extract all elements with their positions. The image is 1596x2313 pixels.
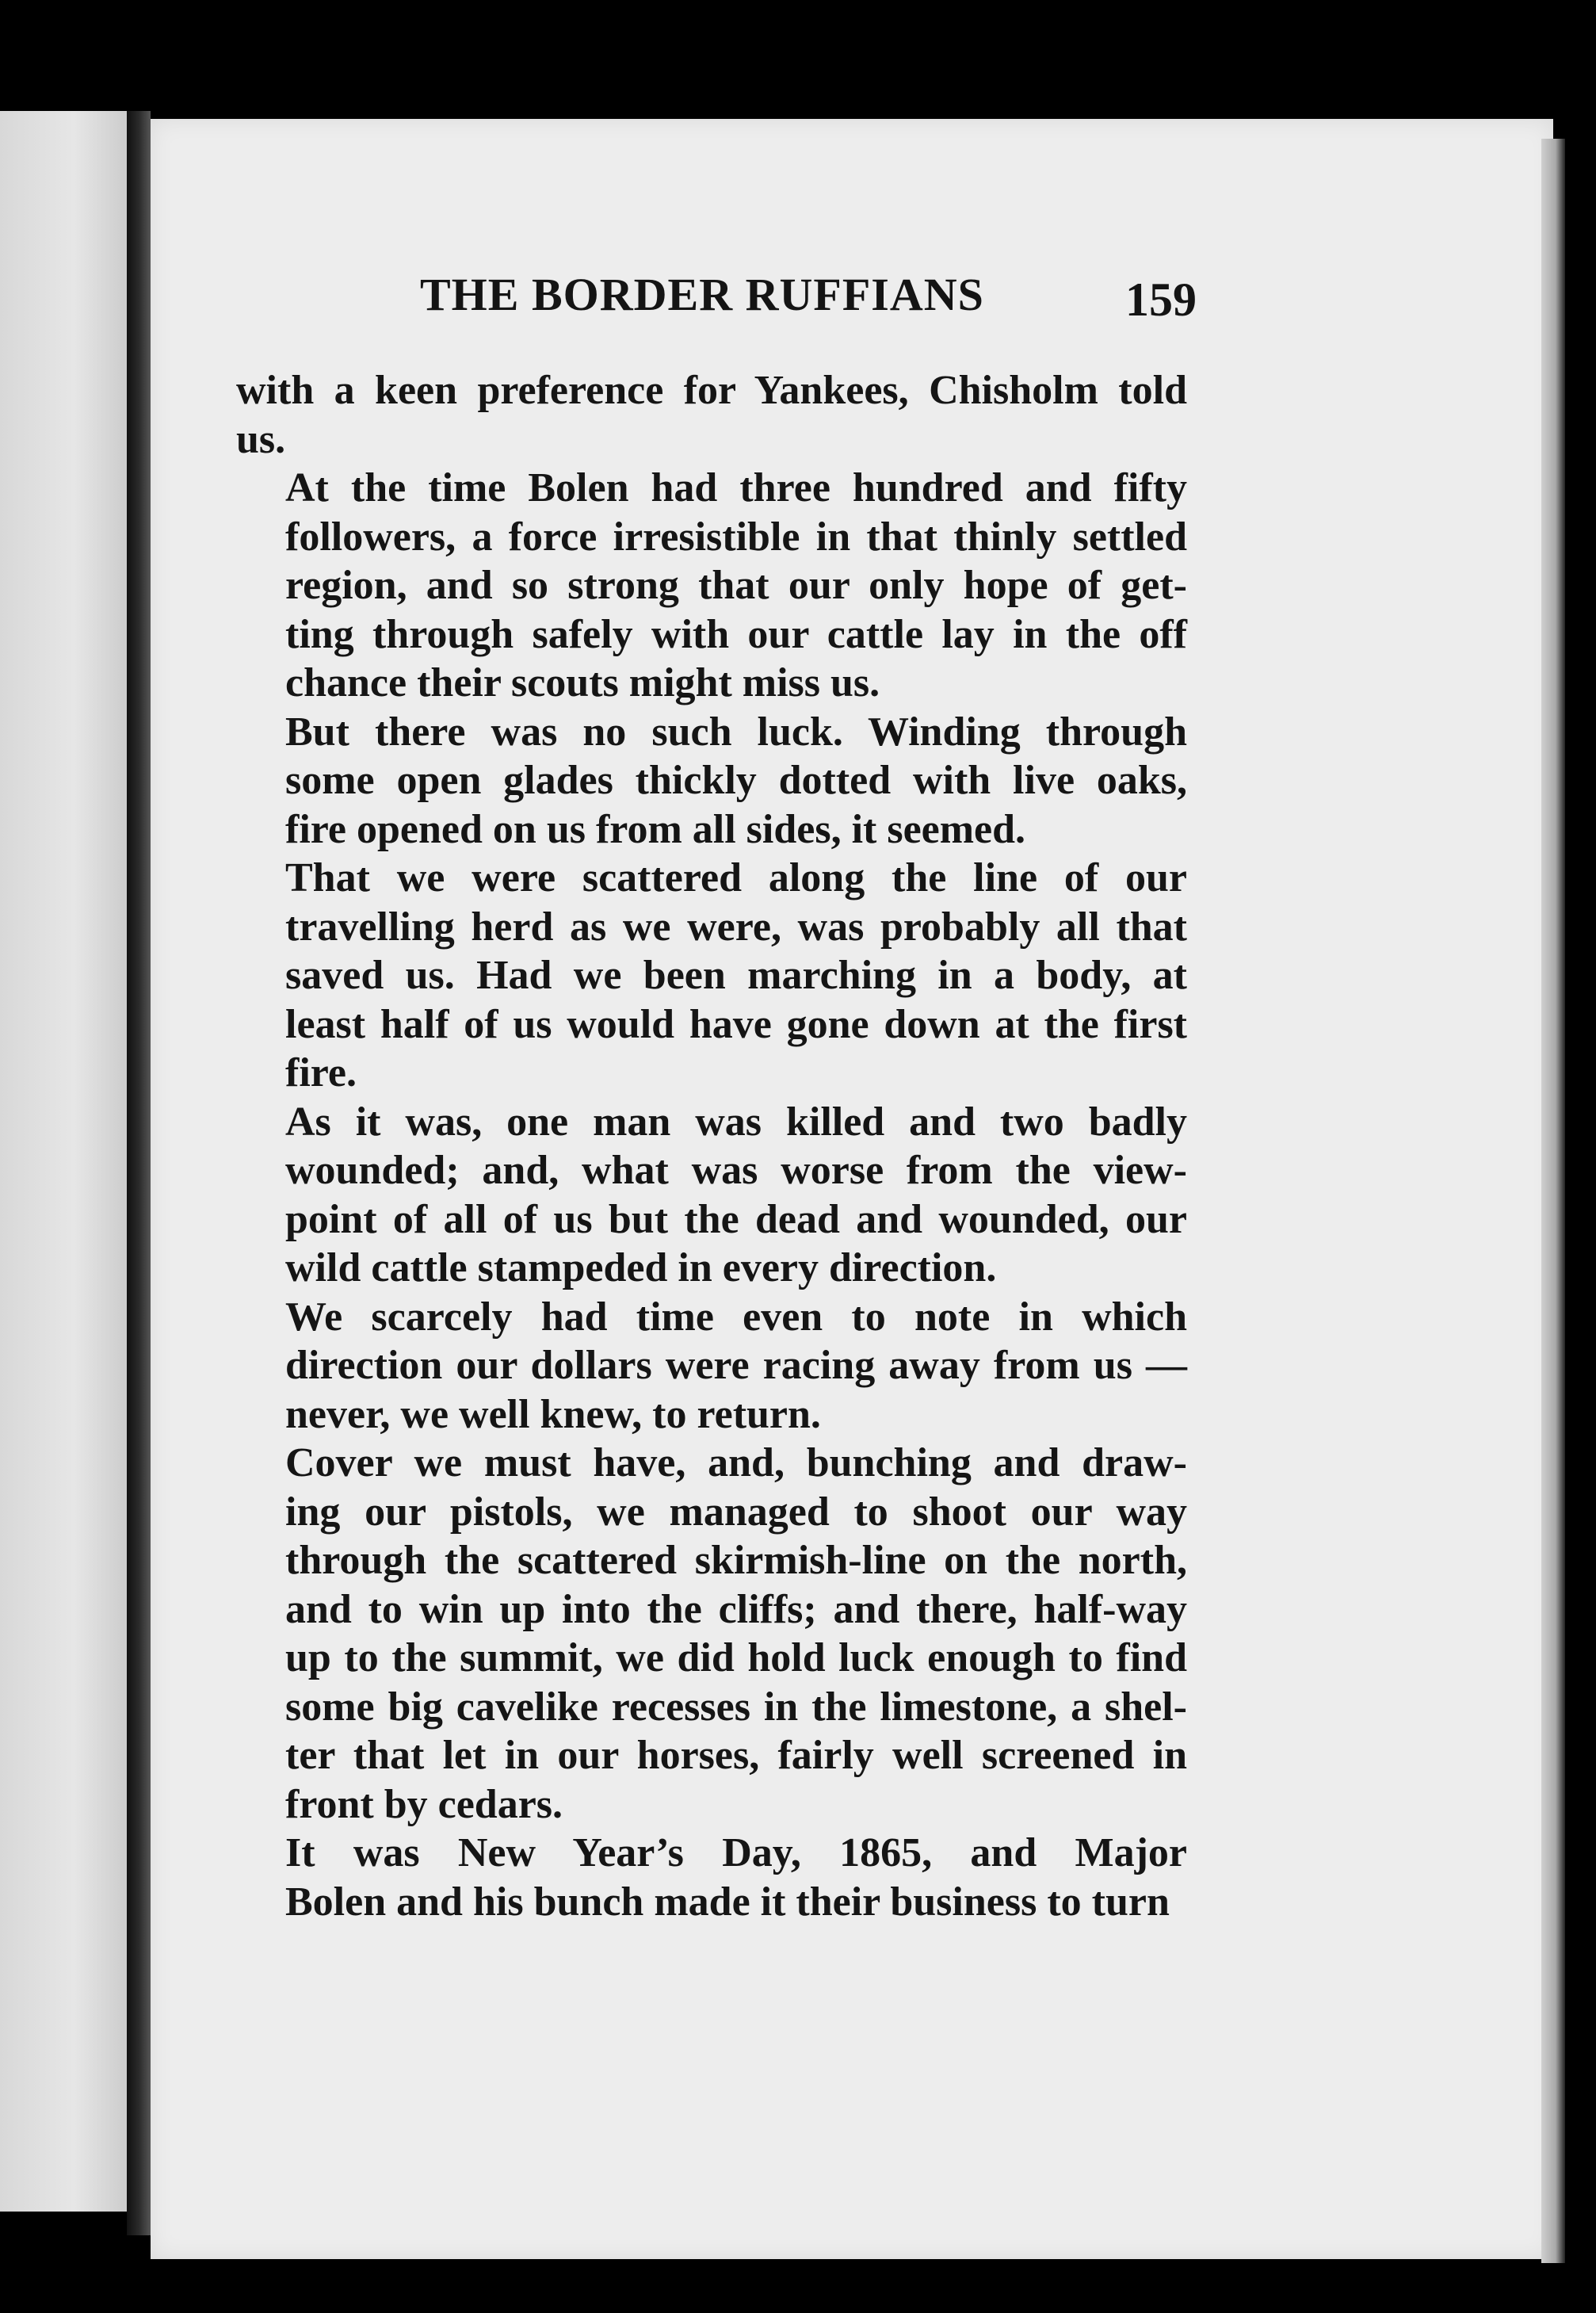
book-gutter	[127, 111, 151, 2235]
text-line: some big cavelike recesses in the limestone, a shel-	[285, 1684, 1187, 1730]
text-line: wounded; and, what was worse from the view-	[285, 1148, 1187, 1193]
paragraph	[236, 1439, 1187, 1829]
text-line: up to the summit, we did hold luck enough to find	[285, 1635, 1187, 1680]
paragraph	[236, 854, 1187, 1098]
text-line: fire.	[285, 1050, 357, 1095]
text-line: As it was, one man was killed and two badly	[285, 1099, 1187, 1145]
text-line: through the scattered skirmish-line on the north,	[285, 1538, 1187, 1583]
body-text	[236, 366, 1187, 1926]
text-line: and to win up into the cliffs; and there, half-way	[285, 1586, 1187, 1632]
text-line: At the time Bolen had three hundred and fifty	[285, 465, 1187, 510]
text-line: It was New Year’s Day, 1865, and Major	[285, 1830, 1187, 1875]
text-line: But there was no such luck. Winding through	[285, 709, 1187, 755]
text-line: saved us. Had we been marching in a body, at	[285, 953, 1187, 998]
text-line: point of all of us but the dead and wounded, our	[285, 1196, 1187, 1242]
text-line: fire opened on us from all sides, it seemed.	[285, 806, 1026, 852]
paragraph	[236, 708, 1187, 854]
text-line: ting through safely with our cattle lay in the off	[285, 611, 1187, 657]
running-title: THE BORDER RUFFIANS	[420, 269, 984, 320]
text-line: That we were scattered along the line of our	[285, 855, 1187, 900]
paragraph	[236, 464, 1187, 708]
paragraph	[236, 1829, 1187, 1926]
paragraph	[236, 1098, 1187, 1293]
text-line: direction our dollars were racing away from us —	[285, 1343, 1187, 1388]
paragraph	[236, 366, 1187, 464]
text-line: us.	[236, 416, 286, 462]
text-line: ing our pistols, we managed to shoot our way	[285, 1489, 1187, 1535]
facing-page-edge	[0, 111, 135, 2212]
paragraph	[236, 1293, 1187, 1439]
text-line: front by cedars.	[285, 1781, 563, 1827]
page-edge-shadow	[1541, 139, 1565, 2263]
text-line: We scarcely had time even to note in which	[285, 1294, 1187, 1340]
text-line: Cover we must have, and, bunching and draw-	[285, 1440, 1187, 1485]
text-line: followers, a force irresistible in that thinly settled	[285, 514, 1187, 560]
text-line: wild cattle stampeded in every direction.	[285, 1245, 997, 1290]
page-number: 159	[1125, 273, 1197, 326]
text-line: least half of us would have gone down at the first	[285, 1001, 1187, 1047]
text-line: some open glades thickly dotted with live oaks,	[285, 758, 1187, 803]
text-line: travelling herd as we were, was probably all that	[285, 904, 1187, 950]
text-line: Bolen and his bunch made it their business to turn	[285, 1879, 1170, 1925]
text-line: ter that let in our horses, fairly well screened in	[285, 1733, 1187, 1778]
page-header	[230, 268, 1197, 339]
text-line: chance their scouts might miss us.	[285, 660, 880, 705]
text-line: region, and so strong that our only hope of get-	[285, 563, 1187, 608]
text-line: never, we well knew, to return.	[285, 1391, 821, 1437]
text-line: with a keen preference for Yankees, Chisholm told	[236, 368, 1187, 413]
